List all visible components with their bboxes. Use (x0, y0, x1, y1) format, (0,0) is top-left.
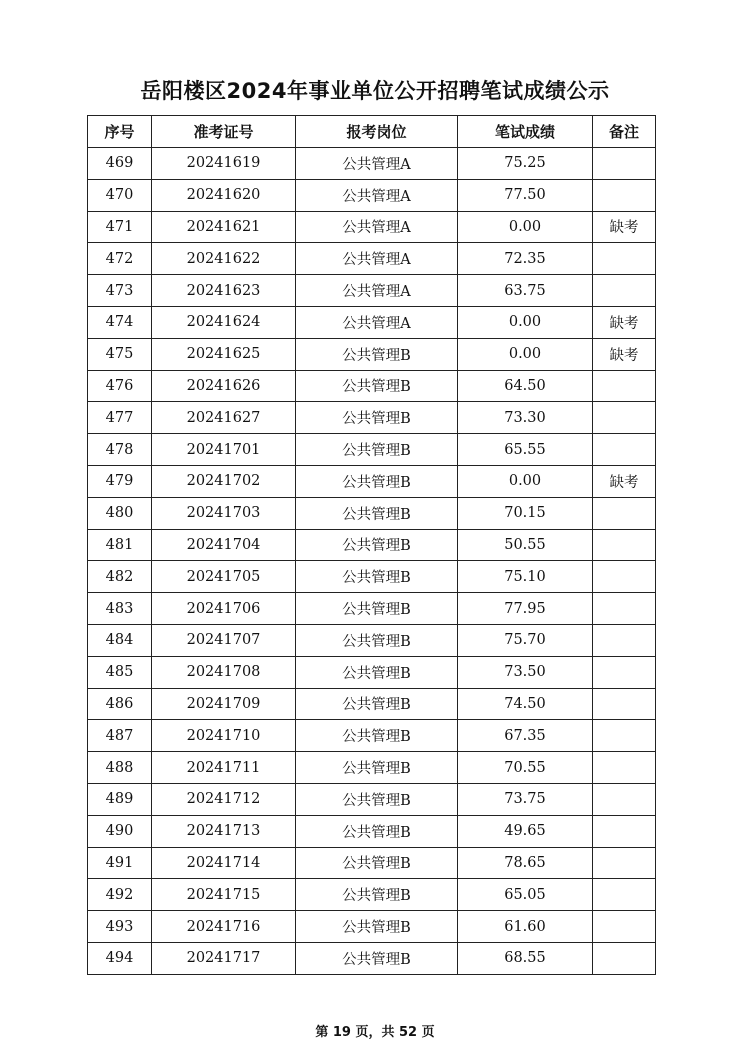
table-body (88, 148, 656, 975)
cell-score: 0.00 (458, 338, 593, 370)
cell-seq: 472 (88, 243, 152, 275)
cell-position: 公共管理B (296, 656, 458, 688)
cell-note (593, 879, 656, 911)
cell-score: 70.15 (458, 497, 593, 529)
cell-position: 公共管理B (296, 783, 458, 815)
cell-exam-id: 20241712 (152, 783, 296, 815)
table-row (88, 911, 656, 943)
cell-note: 缺考 (593, 306, 656, 338)
cell-position: 公共管理B (296, 688, 458, 720)
cell-note (593, 561, 656, 593)
table-row (88, 497, 656, 529)
cell-position: 公共管理B (296, 529, 458, 561)
page-title: 岳阳楼区2024年事业单位公开招聘笔试成绩公示 (140, 79, 610, 103)
table-row (88, 752, 656, 784)
cell-exam-id: 20241625 (152, 338, 296, 370)
cell-seq: 483 (88, 593, 152, 625)
cell-score: 77.95 (458, 593, 593, 625)
cell-exam-id: 20241709 (152, 688, 296, 720)
score-table (87, 115, 656, 975)
cell-score: 50.55 (458, 529, 593, 561)
cell-position: 公共管理B (296, 911, 458, 943)
cell-exam-id: 20241706 (152, 593, 296, 625)
cell-exam-id: 20241710 (152, 720, 296, 752)
cell-position: 公共管理B (296, 720, 458, 752)
table-row (88, 465, 656, 497)
table-row (88, 688, 656, 720)
table-row (88, 370, 656, 402)
table-row (88, 783, 656, 815)
column-header-score: 笔试成绩 (458, 116, 593, 148)
table-row (88, 593, 656, 625)
cell-score: 78.65 (458, 847, 593, 879)
cell-seq: 485 (88, 656, 152, 688)
cell-seq: 471 (88, 211, 152, 243)
cell-position: 公共管理B (296, 497, 458, 529)
cell-exam-id: 20241715 (152, 879, 296, 911)
cell-exam-id: 20241626 (152, 370, 296, 402)
cell-position: 公共管理B (296, 942, 458, 974)
cell-note (593, 529, 656, 561)
cell-position: 公共管理A (296, 179, 458, 211)
cell-exam-id: 20241701 (152, 434, 296, 466)
cell-seq: 491 (88, 847, 152, 879)
cell-exam-id: 20241717 (152, 942, 296, 974)
cell-score: 73.75 (458, 783, 593, 815)
cell-note (593, 783, 656, 815)
cell-position: 公共管理A (296, 243, 458, 275)
table-row (88, 211, 656, 243)
cell-score: 70.55 (458, 752, 593, 784)
cell-score: 64.50 (458, 370, 593, 402)
cell-exam-id: 20241620 (152, 179, 296, 211)
cell-position: 公共管理A (296, 306, 458, 338)
cell-seq: 484 (88, 624, 152, 656)
cell-exam-id: 20241705 (152, 561, 296, 593)
table-row (88, 656, 656, 688)
table-row (88, 847, 656, 879)
cell-position: 公共管理B (296, 338, 458, 370)
cell-exam-id: 20241627 (152, 402, 296, 434)
cell-seq: 493 (88, 911, 152, 943)
cell-exam-id: 20241707 (152, 624, 296, 656)
cell-exam-id: 20241623 (152, 275, 296, 307)
cell-position: 公共管理B (296, 593, 458, 625)
column-header-seq: 序号 (88, 116, 152, 148)
cell-position: 公共管理B (296, 561, 458, 593)
cell-note (593, 720, 656, 752)
cell-note (593, 402, 656, 434)
table-row (88, 179, 656, 211)
cell-note: 缺考 (593, 211, 656, 243)
cell-score: 77.50 (458, 179, 593, 211)
cell-note (593, 911, 656, 943)
cell-position: 公共管理A (296, 148, 458, 180)
cell-position: 公共管理B (296, 752, 458, 784)
cell-score: 49.65 (458, 815, 593, 847)
cell-score: 68.55 (458, 942, 593, 974)
cell-note: 缺考 (593, 465, 656, 497)
cell-note (593, 434, 656, 466)
cell-exam-id: 20241708 (152, 656, 296, 688)
cell-exam-id: 20241716 (152, 911, 296, 943)
cell-position: 公共管理B (296, 402, 458, 434)
cell-note (593, 370, 656, 402)
cell-score: 73.50 (458, 656, 593, 688)
cell-position: 公共管理B (296, 847, 458, 879)
cell-exam-id: 20241621 (152, 211, 296, 243)
table-row (88, 942, 656, 974)
cell-note (593, 243, 656, 275)
table-row (88, 306, 656, 338)
cell-position: 公共管理A (296, 211, 458, 243)
cell-seq: 469 (88, 148, 152, 180)
cell-note (593, 815, 656, 847)
table-row (88, 561, 656, 593)
cell-seq: 482 (88, 561, 152, 593)
table-row (88, 815, 656, 847)
table-row (88, 148, 656, 180)
cell-seq: 486 (88, 688, 152, 720)
cell-position: 公共管理B (296, 434, 458, 466)
cell-exam-id: 20241703 (152, 497, 296, 529)
cell-exam-id: 20241714 (152, 847, 296, 879)
cell-seq: 494 (88, 942, 152, 974)
table-row (88, 879, 656, 911)
cell-seq: 477 (88, 402, 152, 434)
cell-note (593, 593, 656, 625)
cell-seq: 478 (88, 434, 152, 466)
cell-note (593, 656, 656, 688)
cell-seq: 492 (88, 879, 152, 911)
table-row (88, 529, 656, 561)
column-header-exam-id: 准考证号 (152, 116, 296, 148)
cell-note (593, 752, 656, 784)
cell-score: 75.70 (458, 624, 593, 656)
table-row (88, 720, 656, 752)
cell-exam-id: 20241622 (152, 243, 296, 275)
cell-score: 74.50 (458, 688, 593, 720)
cell-score: 61.60 (458, 911, 593, 943)
table-row (88, 275, 656, 307)
cell-exam-id: 20241704 (152, 529, 296, 561)
cell-seq: 487 (88, 720, 152, 752)
table-row (88, 338, 656, 370)
table-header-row (88, 116, 656, 148)
cell-note (593, 847, 656, 879)
cell-score: 75.10 (458, 561, 593, 593)
cell-seq: 475 (88, 338, 152, 370)
cell-exam-id: 20241711 (152, 752, 296, 784)
cell-score: 0.00 (458, 306, 593, 338)
cell-seq: 479 (88, 465, 152, 497)
cell-seq: 470 (88, 179, 152, 211)
cell-note (593, 497, 656, 529)
cell-position: 公共管理B (296, 815, 458, 847)
column-header-note: 备注 (593, 116, 656, 148)
cell-position: 公共管理B (296, 370, 458, 402)
cell-position: 公共管理B (296, 879, 458, 911)
table-row (88, 243, 656, 275)
table-row (88, 434, 656, 466)
cell-score: 0.00 (458, 211, 593, 243)
table-row (88, 402, 656, 434)
cell-score: 65.05 (458, 879, 593, 911)
cell-score: 65.55 (458, 434, 593, 466)
cell-score: 67.35 (458, 720, 593, 752)
cell-seq: 473 (88, 275, 152, 307)
cell-exam-id: 20241624 (152, 306, 296, 338)
cell-note (593, 148, 656, 180)
cell-seq: 481 (88, 529, 152, 561)
cell-seq: 480 (88, 497, 152, 529)
cell-seq: 476 (88, 370, 152, 402)
cell-position: 公共管理B (296, 624, 458, 656)
cell-position: 公共管理B (296, 465, 458, 497)
cell-score: 75.25 (458, 148, 593, 180)
cell-note (593, 942, 656, 974)
cell-note (593, 275, 656, 307)
cell-score: 72.35 (458, 243, 593, 275)
cell-score: 63.75 (458, 275, 593, 307)
cell-exam-id: 20241619 (152, 148, 296, 180)
table-row (88, 624, 656, 656)
cell-note (593, 179, 656, 211)
page-footer: 第 19 页，共 52 页 (315, 1025, 435, 1040)
cell-exam-id: 20241702 (152, 465, 296, 497)
cell-seq: 488 (88, 752, 152, 784)
cell-note (593, 624, 656, 656)
cell-position: 公共管理A (296, 275, 458, 307)
cell-score: 0.00 (458, 465, 593, 497)
cell-score: 73.30 (458, 402, 593, 434)
cell-seq: 474 (88, 306, 152, 338)
cell-exam-id: 20241713 (152, 815, 296, 847)
cell-seq: 489 (88, 783, 152, 815)
cell-note: 缺考 (593, 338, 656, 370)
column-header-position: 报考岗位 (296, 116, 458, 148)
cell-seq: 490 (88, 815, 152, 847)
cell-note (593, 688, 656, 720)
